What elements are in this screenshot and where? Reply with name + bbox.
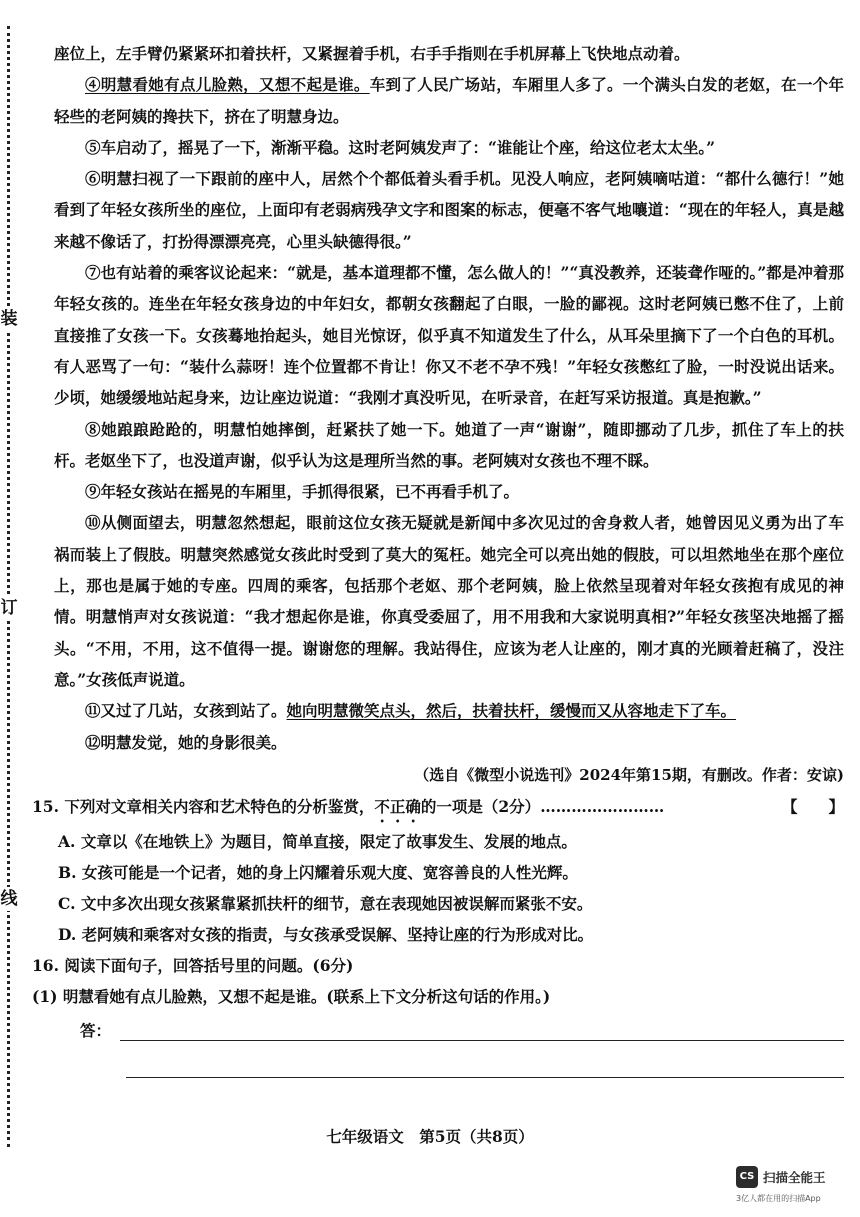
story-paragraph-7: ⑦也有站着的乘客议论起来：“就是，基本道理都不懂，怎么做人的！”“真没教养，还装聋作哑的。”都是冲着那年轻女孩的。连坐在年轻女孩身边的中年妇女，都朝女孩翻起了白眼，一脸的鄙视。这时老阿姨已憋不住了，上前直接推了女孩一下。女孩蓦地抬起头，她目光惊讶，似乎真不知道发生了什么，从耳朵里摘下了一个白色的耳机。有人恶骂了一句：“装什么蒜呀！连个位置都不肯让！你又不老不孕不残！”年轻女孩憋红了脸，一时没说出话来。少顷，她缓缓地站起身来，边让座边说道：“我刚才真没听见，在听录音，在赶写采访报道。真是抱歉。” bbox=[54, 263, 844, 408]
underlined-sentence-11: 她向明慧微笑点头，然后，扶着扶杆，缓慢而又从容地走下了车。 bbox=[286, 701, 737, 721]
page-footer: 七年级语文 第5页（共8页） bbox=[326, 1127, 534, 1146]
binding-dotted-line bbox=[7, 26, 10, 1147]
question-16: 16. 阅读下面句子，回答括号里的问题。(6分) bbox=[32, 955, 354, 975]
question-15-leader-dots: …………………… bbox=[540, 796, 665, 816]
binding-label-ding: 订 bbox=[0, 598, 18, 618]
story-paragraph-4 bbox=[54, 69, 844, 132]
story-paragraph-4-rest: 车到了人民广场站，车厢里人多了。一个满头白发的老妪，在一个年轻些的老阿姨的搀扶下，挤在了明慧身边。 bbox=[54, 75, 844, 126]
story-paragraph-6: ⑥明慧扫视了一下跟前的座中人，居然个个都低着头看手机。见没人响应，老阿姨嘀咕道：“都什么德行！”她看到了年轻女孩所坐的座位，上面印有老弱病残孕文字和图案的标志，便毫不客气地嚷道：“现在的年轻人，真是越来越不像话了，打扮得漂漂亮亮，心里头缺德得很。” bbox=[54, 169, 844, 251]
option-d[interactable]: D. 老阿姨和乘客对女孩的指责，与女孩承受误解、坚持让座的行为形成对比。 bbox=[58, 924, 594, 944]
binding-label-xian: 线 bbox=[0, 889, 18, 909]
page-content bbox=[32, 38, 844, 1078]
answer-row bbox=[80, 1018, 844, 1041]
scanner-watermark bbox=[736, 1166, 846, 1206]
story-paragraph-5: ⑤车启动了，摇晃了一下，渐渐平稳。这时老阿姨发声了：“谁能让个座，给这位老太太坐。” bbox=[85, 137, 716, 157]
answer-line-1[interactable] bbox=[120, 1018, 844, 1041]
story-paragraph-8: ⑧她踉踉跄跄的，明慧怕她摔倒，赶紧扶了她一下。她道了一声“谢谢”，随即挪动了几步，抓住了车上的扶杆。老妪坐下了，也没道声谢，似乎认为这是理所当然的事。老阿姨对女孩也不理不睬。 bbox=[54, 419, 844, 470]
option-c[interactable]: C. 文中多次出现女孩紧靠紧抓扶杆的细节，意在表现她因被误解而紧张不安。 bbox=[58, 893, 593, 913]
answer-label: 答： bbox=[80, 1020, 112, 1040]
watermark-subtitle: 3亿人都在用的扫描App bbox=[736, 1194, 821, 1203]
question-15-stem: 15. 下列对文章相关内容和艺术特色的分析鉴赏， bbox=[32, 796, 375, 816]
story-paragraph-continued: 座位上，左手臂仍紧紧环扣着扶杆，又紧握着手机，右手手指则在手机屏幕上飞快地点动着。 bbox=[54, 44, 690, 63]
camscanner-logo-icon: CS bbox=[736, 1166, 758, 1188]
answer-bracket[interactable]: 【 】 bbox=[781, 796, 844, 816]
watermark-name: 扫描全能王 bbox=[763, 1170, 826, 1185]
question-15 bbox=[32, 791, 844, 826]
story-paragraph-11-prefix: ⑪又过了几站，女孩到站了。 bbox=[85, 701, 287, 721]
question-15-stem-end: 的一项是（2分） bbox=[420, 796, 541, 816]
source-citation: （选自《微型小说选刊》2024年第15期，有删改。作者：安谅) bbox=[414, 765, 844, 784]
question-16-part-1: (1) 明慧看她有点儿脸熟，又想不起是谁。(联系上下文分析这句话的作用。) bbox=[32, 986, 551, 1006]
option-b[interactable]: B. 女孩可能是一个记者，她的身上闪耀着乐观大度、宽容善良的人性光辉。 bbox=[58, 862, 578, 882]
story-paragraph-9: ⑨年轻女孩站在摇晃的车厢里，手抓得很紧，已不再看手机了。 bbox=[85, 482, 520, 502]
story-paragraph-11 bbox=[54, 695, 844, 726]
option-a[interactable]: A. 文章以《在地铁上》为题目，简单直接，限定了故事发生、发展的地点。 bbox=[58, 831, 577, 851]
story-paragraph-10: ⑩从侧面望去，明慧忽然想起，眼前这位女孩无疑就是新闻中多次见过的舍身救人者，她曾因见义勇为出了车祸而装上了假肢。明慧突然感觉女孩此时受到了莫大的冤枉。她完全可以亮出她的假肢，可以坦然地坐在那个座位上，那也是属于她的专座。四周的乘客，包括那个老妪、那个老阿姨，脸上依然呈现着对年轻女孩抱有成见的神情。明慧悄声对女孩说道：“我才想起你是谁，你真受委屈了，用不用我和大家说明真相?”年轻女孩坚决地摇了摇头。“不用，不用，这不值得一提。谢谢您的理解。我站得住，应该为老人让座的，刚才真的光顾着赶稿了，没注意。”女孩低声说道。 bbox=[54, 513, 844, 689]
question-15-emphasis: 不正确 bbox=[374, 796, 421, 816]
binding-label-zhuang: 装 bbox=[0, 309, 18, 329]
underlined-sentence-4: ④明慧看她有点儿脸熟，又想不起是谁。 bbox=[85, 75, 370, 95]
story-paragraph-12: ⑫明慧发觉，她的身影很美。 bbox=[85, 732, 287, 752]
answer-line-2[interactable] bbox=[126, 1041, 844, 1078]
